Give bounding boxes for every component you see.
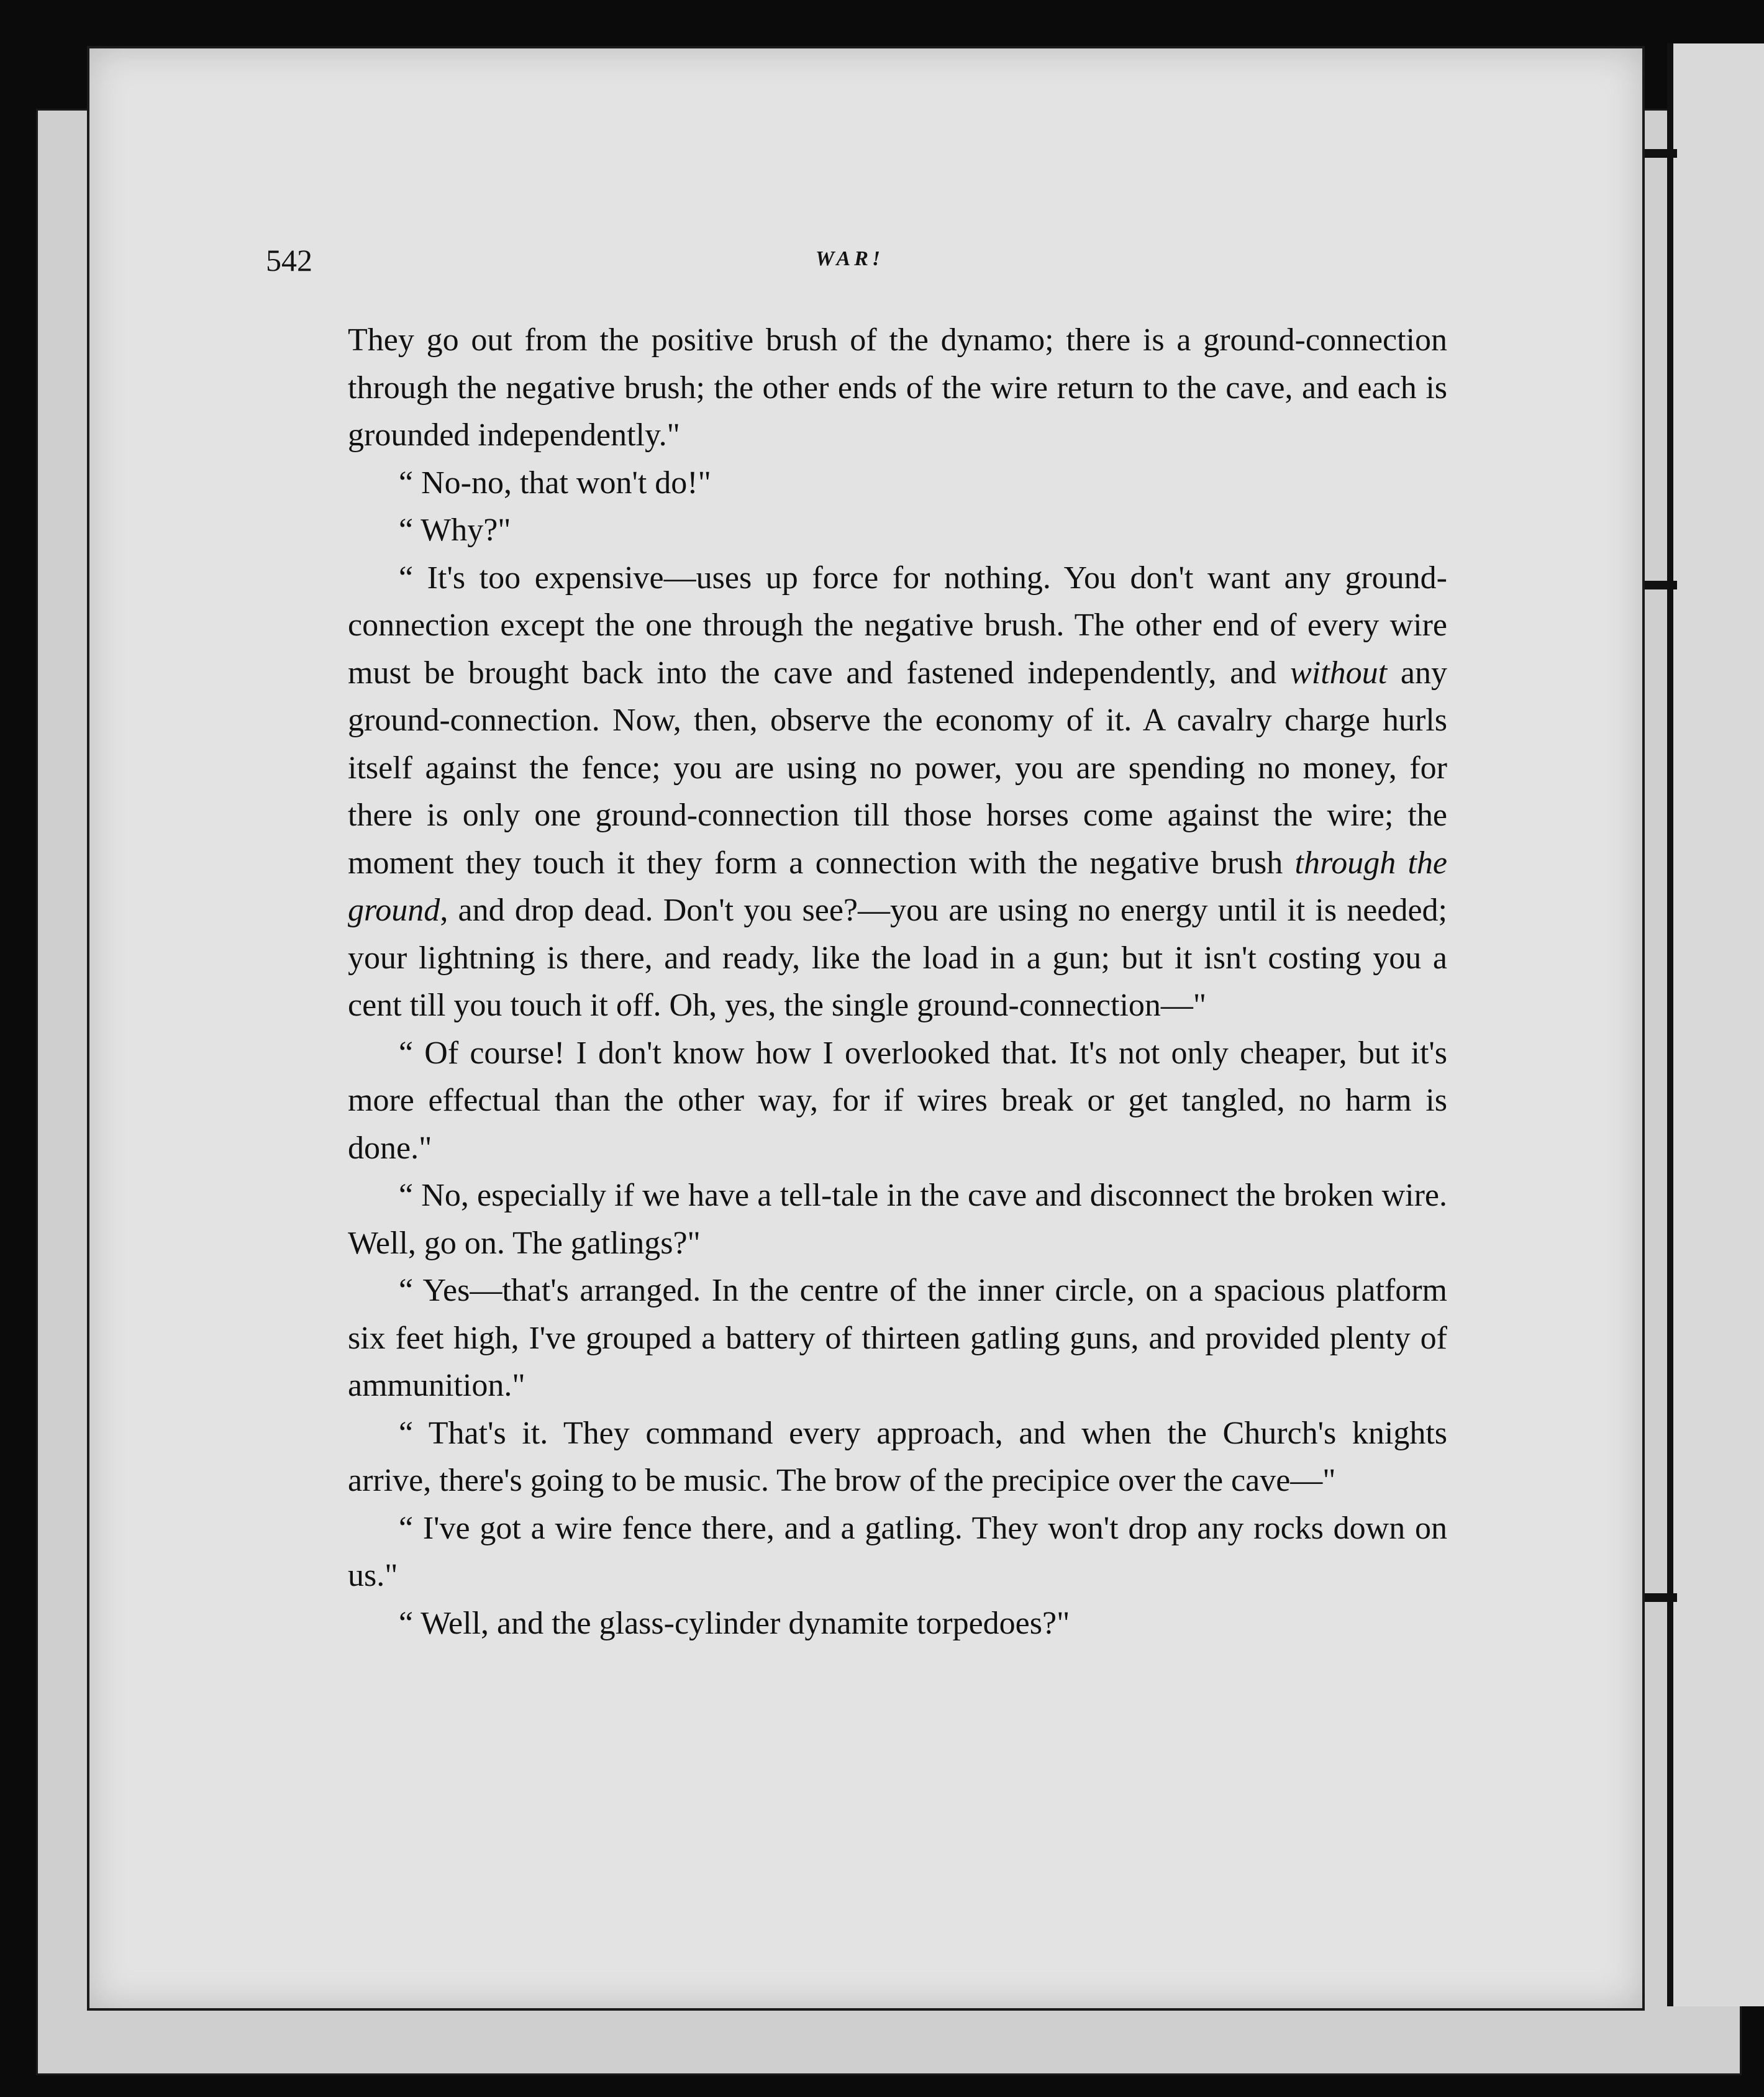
paragraph-text: “ It's too expensive—uses up force for nothing. You don't want any ground-connection except the one through the negative brush. The other end of every wire must be brought back into the cave and fastened independently, and [348, 560, 1447, 691]
paragraph: “ Why?" [399, 512, 511, 548]
paragraph: “ Well, and the glass-cylinder dynamite torpedoes?" [399, 1605, 1070, 1641]
paragraph [348, 555, 1447, 1030]
page-number: 542 [266, 243, 312, 278]
italic-emphasis: through the ground [348, 845, 1448, 928]
paragraph: “ No, especially if we have a tell-tale in the cave and disconnect the broken wire. Well, go on. The gatlings?" [348, 1178, 1447, 1261]
body-text [348, 317, 1447, 1647]
facing-page-edge [1667, 43, 1764, 2006]
page-header [266, 242, 1434, 292]
paragraph: “ I've got a wire fence there, and a gatling. They won't drop any rocks down on us." [348, 1510, 1447, 1593]
paragraph: “ That's it. They command every approach, and when the Church's knights arrive, there's going to be music. The brow of the precipice over the cave—" [348, 1415, 1447, 1498]
paragraph-text: any ground-connection. Now, then, observe the economy of it. A cavalry charge hurls itself against the fence; you are using no power, you are spending no money, for there is only one ground-connection till those horses come against the wire; the moment they touch it they form a connection with the negative brush [348, 655, 1447, 881]
paragraph: “ Yes—that's arranged. In the centre of the inner circle, on a spacious platform six feet high, I've grouped a battery of thirteen gatling guns, and provided plenty of ammunition." [348, 1273, 1447, 1403]
italic-emphasis: without [1290, 655, 1388, 691]
running-title: WAR! [815, 247, 884, 270]
paragraph-text: , and drop dead. Don't you see?—you are using no energy until it is needed; your lightning is there, and ready, like the load in a gun; but it isn't costing you a cent till you touch it off. Oh, yes, the single ground-connection—" [348, 893, 1447, 1023]
paragraph: They go out from the positive brush of the dynamo; there is a ground-connection through the negative brush; the other ends of the wire return to the cave, and each is grounded independently." [348, 322, 1447, 453]
paragraph: “ No-no, that won't do!" [399, 465, 711, 501]
paragraph: “ Of course! I don't know how I overlooked that. It's not only cheaper, but it's more effectual than the other way, for if wires break or get tangled, no harm is done." [348, 1035, 1447, 1166]
